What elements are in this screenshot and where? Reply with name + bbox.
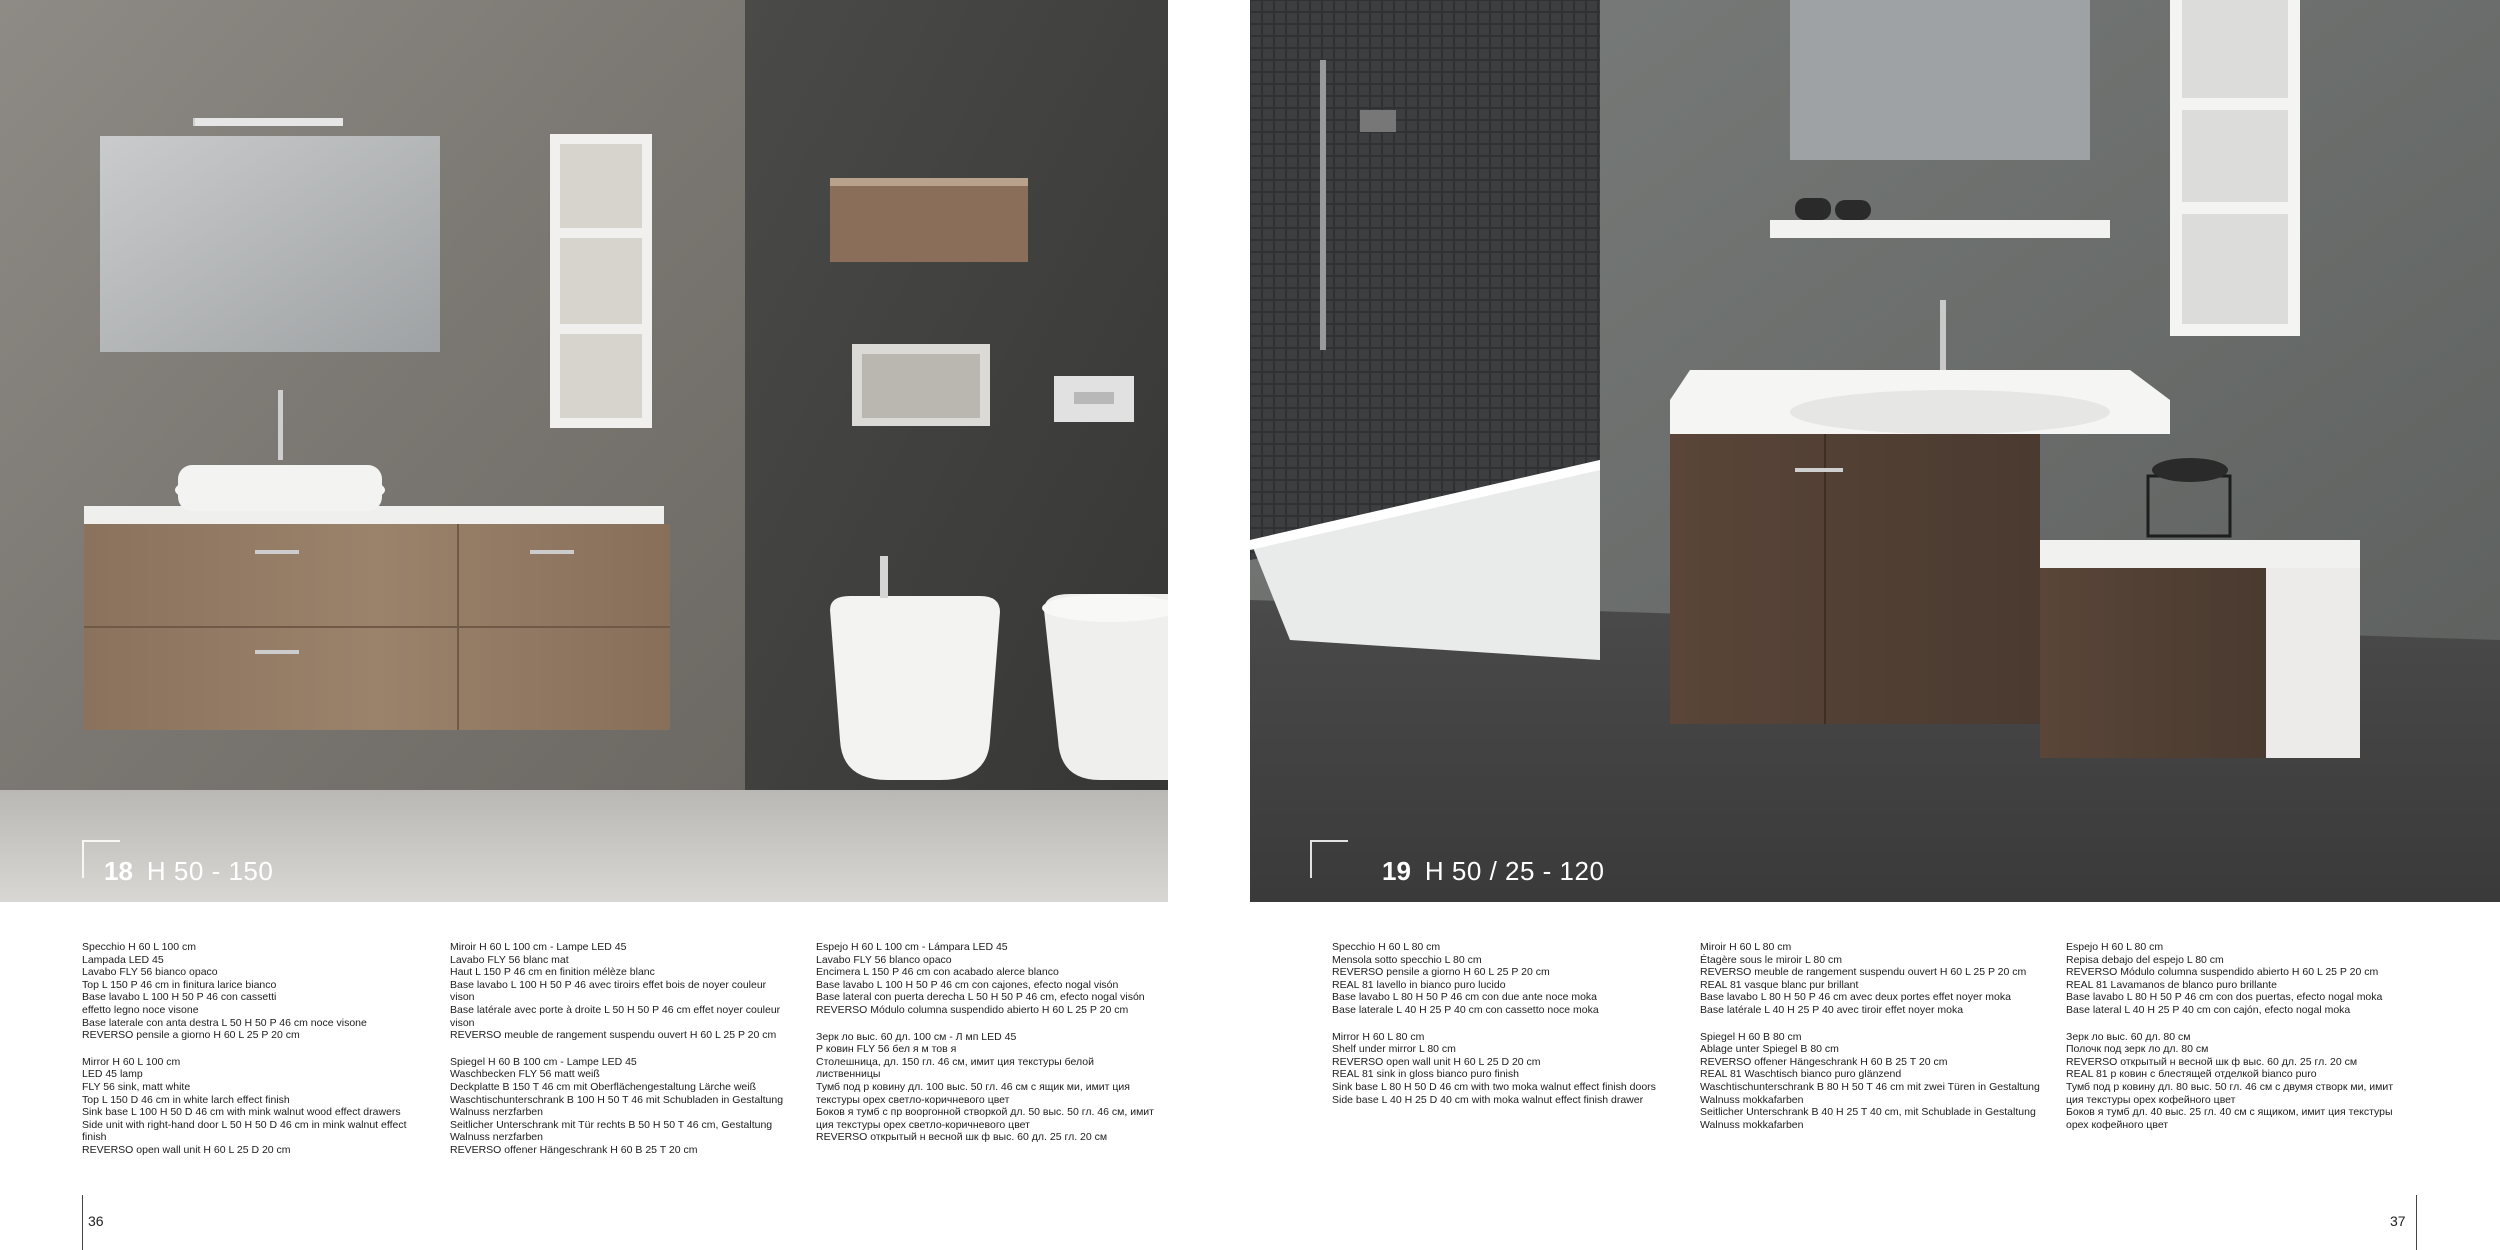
caption-column-it-en [1332,941,1672,1120]
bathroom-photo-18 [0,0,1168,902]
photo-corner-mark [1310,840,1348,878]
folio-rule [82,1195,83,1250]
caption-column-fr-de [450,941,790,1171]
caption-column-es-ru [816,941,1156,1158]
caption-german: Spiegel H 60 B 80 cm Ablage unter Spiegel B 80 cm REVERSO offener Hängeschrank H 60 B 25 T 20 cm REAL 81 Waschtisch bianco puro glänzend Waschtischunterschrank B 80 H 50 T 46 cm mit zwei Türen in Gestaltung Walnuss mokkafarben Seitlicher Unterschrank B 40 H 25 T 40 cm, mit Schublade in Gestaltung Walnuss mokkafarben [1700,1030,2040,1131]
caption-russian: Зерк ло выс. 60 дл. 80 см Полочк под зерк ло дл. 80 см REVERSO открытый н весной шк ф выс. 60 дл. 25 гл. 20 см REAL 81 р ковин с блестящей отделкой bianco puro Тумб под р ковину дл. 80 выс. 50 гл. 46 см с двумя створк ми, имит ция текстуры орех кофейного цвет Боков я тумб дл. 40 выс. 25 гл. 40 см с ящиком, имит ция текстуры орех кофейного цвет [2066,1030,2394,1131]
photo-caption-label [1382,856,1604,887]
caption-spanish: Espejo H 60 L 80 cm Repisa debajo del espejo L 80 cm REVERSO Módulo columna suspendido abierto H 60 L 25 P 20 cm REAL 81 Lavamanos de blanco puro brillante Base lavabo L 80 H 50 P 46 cm con dos puertas, efecto nogal moka Base lateral L 40 H 25 P 40 cm con cajón, efecto nogal moka [2066,941,2383,1016]
bathroom-photo-19 [1250,0,2500,902]
caption-french: Miroir H 60 L 100 cm - Lampe LED 45 Lavabo FLY 56 blanc mat Haut L 150 P 46 cm en finition mélèze blanc Base lavabo L 100 H 50 P 46 avec tiroirs effet bois de noyer couleur vison Base latérale avec porte à droite L 50 H 50 P 46 cm effet noyer couleur vison REVERSO meuble de rangement suspendu ouvert H 60 L 25 P 20 cm [450,941,781,1042]
caption-english: Mirror H 60 L 100 cm LED 45 lamp FLY 56 sink, matt white Top L 150 D 46 cm in white larch effect finish Sink base L 100 H 50 D 46 cm with mink walnut wood effect drawers Side unit with right-hand door L 50 H 50 D 46 cm in mink walnut effect finish REVERSO open wall unit H 60 L 25 D 20 cm [82,1055,407,1156]
photo-caption-label [104,856,273,887]
caption-french: Miroir H 60 L 80 cm Étagère sous le miroir L 80 cm REVERSO meuble de rangement suspendu ouvert H 60 L 25 P 20 cm REAL 81 vasque blanc pur brillant Base lavabo L 80 H 50 P 46 cm avec deux portes effet noyer moka Base latérale L 40 H 25 P 40 avec tiroir effet noyer moka [1700,941,2027,1016]
caption-german: Spiegel H 60 B 100 cm - Lampe LED 45 Waschbecken FLY 56 matt weiß Deckplatte B 150 T 46 cm mit Oberflächengestaltung Lärche weiß Waschtischunterschrank B 100 H 50 T 46 mit Schubladen in Gestaltung Walnuss nerzfarben Seitlicher Unterschrank mit Tür rechts B 50 H 50 T 46 cm, Gestaltung Walnuss nerzfarben REVERSO offener Hängeschrank H 60 B 25 T 20 cm [450,1055,784,1156]
photo-dimensions: H 50 / 25 - 120 [1424,856,1605,886]
bathroom-illustration-19 [1250,0,2500,902]
page-number: 36 [88,1213,104,1229]
caption-english: Mirror H 60 L 80 cm Shelf under mirror L 80 cm REVERSO open wall unit H 60 L 25 D 20 cm REAL 81 sink in gloss bianco puro finish Sink base L 80 H 50 D 46 cm with two moka walnut effect finish doors Side base L 40 H 25 D 40 cm with moka walnut effect finish drawer [1332,1030,1656,1106]
folio-rule [2416,1195,2417,1250]
photo-number: 19 [1382,856,1411,886]
caption-column-es-ru [2066,941,2406,1145]
spine-gutter [1168,0,1250,902]
caption-italian: Specchio H 60 L 80 cm Mensola sotto specchio L 80 cm REVERSO pensile a giorno H 60 L 25 P 20 cm REAL 81 lavello in bianco puro lucido Base lavabo L 80 H 50 P 46 cm con due ante noce moka Base laterale L 40 H 25 P 40 cm con cassetto noce moka [1332,941,1599,1016]
photo-dimensions: H 50 - 150 [146,856,274,886]
page-number: 37 [2390,1213,2406,1229]
bathroom-illustration-18 [0,0,1168,902]
caption-column-fr-de [1700,941,2040,1145]
caption-italian: Specchio H 60 L 100 cm Lampada LED 45 Lavabo FLY 56 bianco opaco Top L 150 P 46 cm in finitura larice bianco Base lavabo L 100 H 50 P 46 con cassetti effetto legno noce visone Base laterale con anta destra L 50 H 50 P 46 cm noce visone REVERSO pensile a giorno H 60 L 25 P 20 cm [82,941,367,1042]
caption-column-it-en [82,941,422,1171]
caption-spanish: Espejo H 60 L 100 cm - Lámpara LED 45 Lavabo FLY 56 blanco opaco Encimera L 150 P 46 cm con acabado alerce blanco Base lavabo L 100 H 50 P 46 cm con cajones, efecto nogal visón Base lateral con puerta derecha L 50 H 50 P 46 cm, efecto nogal visón REVERSO Módulo columna suspendido abierto H 60 L 25 P 20 cm [816,941,1145,1016]
photo-number: 18 [104,856,133,886]
caption-russian: Зерк ло выс. 60 дл. 100 см - Л мп LED 45 Р ковин FLY 56 бел я м тов я Столешница, дл. 150 гл. 46 см, имит ция текстуры белой лиственницы Тумб под р ковину дл. 100 выс. 50 гл. 46 см с ящик ми, имит ция текстуры орех светло-коричневого цвет Боков я тумб с пр вооргонной створкой дл. 50 выс. 50 гл. 46 см, имит ция текстуры орех светло-коричневого цвет REVERSO открытый н весной шк ф выс. 60 дл. 25 гл. 20 см [816,1030,1154,1144]
right-page [1250,0,2500,1250]
